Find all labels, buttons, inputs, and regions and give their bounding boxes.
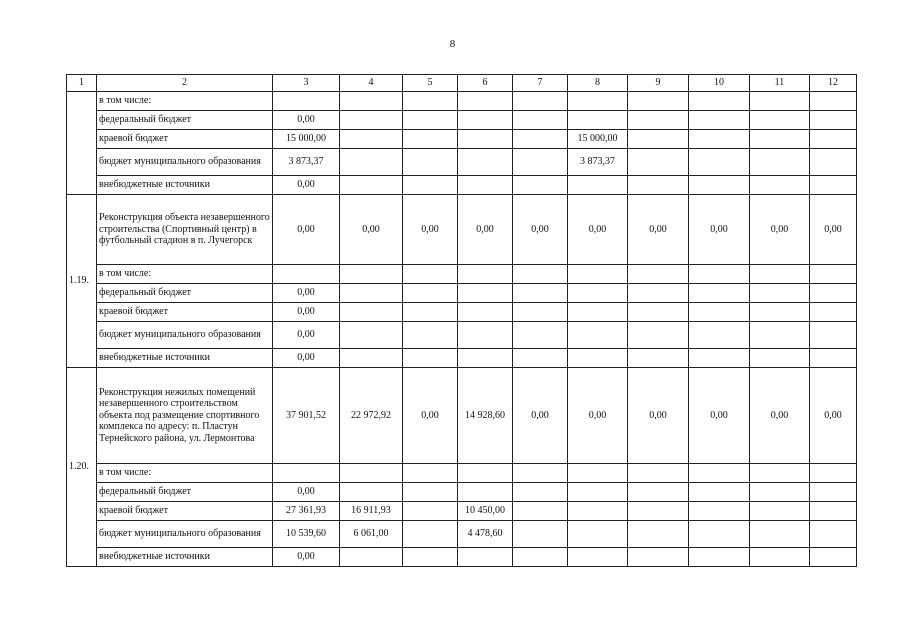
table-cell-value [568,548,628,567]
table-row [67,176,857,195]
table-cell-value [568,303,628,322]
table-cell-value [458,111,513,130]
table-cell-value [340,464,403,483]
column-header: 9 [628,75,689,92]
table-cell-value [403,92,458,111]
table-cell-value [513,349,568,368]
table-cell-value [689,149,750,176]
table-cell-value: 10 450,00 [458,502,513,521]
table-cell-value [458,284,513,303]
table-cell-value [568,92,628,111]
table-cell-value: 0,00 [403,368,458,464]
table-cell-value [750,92,810,111]
table-cell-value [810,349,857,368]
table-cell-value [458,130,513,149]
table-cell-value [458,322,513,349]
funding-source-label: внебюджетные источники [97,548,273,567]
table-cell-value: 0,00 [689,368,750,464]
column-header: 1 [67,75,97,92]
table-cell-value [458,483,513,502]
table-cell-value [403,265,458,284]
table-cell-value [403,322,458,349]
funding-source-label: внебюджетные источники [97,349,273,368]
table-cell-value [340,349,403,368]
table-cell-value [340,322,403,349]
table-cell-value [403,303,458,322]
table-row [67,483,857,502]
table-cell-value [628,303,689,322]
table-cell-value: 0,00 [568,368,628,464]
table-cell-value [403,284,458,303]
table-cell-value [750,349,810,368]
table-cell-value [568,176,628,195]
table-row [67,92,857,111]
table-cell-value: 4 478,60 [458,521,513,548]
table-cell-value [340,284,403,303]
table-cell-value [750,464,810,483]
table-cell-value [513,483,568,502]
column-header: 8 [568,75,628,92]
table-cell-value: 0,00 [273,111,340,130]
table-cell-value: 37 901,52 [273,368,340,464]
budget-table [66,74,857,567]
table-cell-value [458,92,513,111]
table-cell-value [810,130,857,149]
table-cell-value [568,349,628,368]
table-cell-value: 0,00 [628,195,689,265]
table-row [67,464,857,483]
table-cell-value [403,521,458,548]
table-cell-value: 0,00 [513,368,568,464]
table-cell-value [513,265,568,284]
table-cell-value: 0,00 [273,483,340,502]
table-cell-value: 0,00 [568,195,628,265]
table-cell-value [513,149,568,176]
table-cell-value: 15 000,00 [273,130,340,149]
table-cell-value [513,111,568,130]
table-cell-value [513,284,568,303]
table-cell-value [568,502,628,521]
table-cell-value [810,548,857,567]
table-cell-value [750,149,810,176]
table-cell-value [810,521,857,548]
table-cell-value [458,464,513,483]
column-header: 11 [750,75,810,92]
table-cell-value [458,303,513,322]
table-cell-value [273,464,340,483]
table-cell-value [568,111,628,130]
funding-source-label: в том числе: [97,92,273,111]
table-cell-value [750,548,810,567]
table-cell-value [750,483,810,502]
table-cell-value: 3 873,37 [273,149,340,176]
table-cell-value [810,265,857,284]
table-cell-value: 0,00 [810,368,857,464]
funding-source-label: федеральный бюджет [97,483,273,502]
table-cell-value [340,265,403,284]
table-cell-value [810,176,857,195]
table-cell-value [340,149,403,176]
table-cell-value [403,483,458,502]
table-cell-value [458,176,513,195]
table-cell-value [340,483,403,502]
table-cell-value [628,176,689,195]
item-index: 1.19. [67,195,97,368]
table-cell-value [750,322,810,349]
item-description: Реконструкция нежилых помещений незавершенного строительством объекта под размещение спортивного комплекса по адресу: п. Пластун Тернейского района, ул. Лермонтова [97,368,273,464]
item-index [67,92,97,195]
funding-source-label: краевой бюджет [97,303,273,322]
funding-source-label: в том числе: [97,265,273,284]
table-cell-value [750,521,810,548]
table-cell-value [568,322,628,349]
table-cell-value: 16 911,93 [340,502,403,521]
table-row [67,349,857,368]
table-cell-value [568,284,628,303]
table-cell-value [810,284,857,303]
table-cell-value [689,483,750,502]
table-cell-value [628,149,689,176]
table-cell-value: 0,00 [689,195,750,265]
table-cell-value [513,322,568,349]
column-header: 3 [273,75,340,92]
table-cell-value: 0,00 [458,195,513,265]
table-cell-value [273,92,340,111]
table-cell-value: 0,00 [273,303,340,322]
table-cell-value: 22 972,92 [340,368,403,464]
table-cell-value [273,265,340,284]
table-cell-value [458,548,513,567]
table-cell-value [340,130,403,149]
funding-source-label: бюджет муниципального образования [97,149,273,176]
table-cell-value: 0,00 [273,349,340,368]
item-description: Реконструкция объекта незавершенного строительства (Спортивный центр) в футбольный стадион в п. Лучегорск [97,195,273,265]
table-cell-value [628,548,689,567]
column-header: 7 [513,75,568,92]
table-cell-value [689,111,750,130]
table-cell-value [628,111,689,130]
table-cell-value [340,303,403,322]
table-cell-value: 0,00 [273,176,340,195]
table-cell-value [689,92,750,111]
table-cell-value [750,111,810,130]
table-cell-value [750,176,810,195]
table-cell-value [403,548,458,567]
column-header: 6 [458,75,513,92]
table-cell-value [628,502,689,521]
table-cell-value [689,521,750,548]
table-cell-value: 0,00 [273,195,340,265]
funding-source-label: федеральный бюджет [97,111,273,130]
table-row [67,322,857,349]
table-cell-value [403,502,458,521]
column-header: 5 [403,75,458,92]
table-row [67,130,857,149]
table-cell-value [340,111,403,130]
table-cell-value [628,349,689,368]
funding-source-label: федеральный бюджет [97,284,273,303]
table-cell-value [403,464,458,483]
table-row [67,265,857,284]
table-cell-value [750,303,810,322]
table-cell-value [628,284,689,303]
funding-source-label: внебюджетные источники [97,176,273,195]
column-header: 2 [97,75,273,92]
table-cell-value [628,483,689,502]
table-cell-value [628,265,689,284]
table-cell-value [810,464,857,483]
table-cell-value [513,464,568,483]
page-number: 8 [449,38,456,50]
table-cell-value [689,322,750,349]
table-cell-value: 27 361,93 [273,502,340,521]
table-cell-value [750,284,810,303]
table-cell-value [810,149,857,176]
table-cell-value [513,303,568,322]
table-cell-value [513,502,568,521]
table-cell-value: 0,00 [750,195,810,265]
table-cell-value [458,349,513,368]
table-cell-value: 3 873,37 [568,149,628,176]
table-cell-value: 0,00 [273,548,340,567]
table-cell-value [513,521,568,548]
table-cell-value: 0,00 [340,195,403,265]
table-cell-value [750,130,810,149]
table-cell-value [340,548,403,567]
table-cell-value: 0,00 [273,284,340,303]
table-cell-value [689,265,750,284]
table-cell-value: 0,00 [628,368,689,464]
table-cell-value [689,502,750,521]
table-cell-value: 0,00 [810,195,857,265]
table-cell-value [810,92,857,111]
table-cell-value [810,111,857,130]
table-cell-value [628,464,689,483]
table-cell-value [403,149,458,176]
table-cell-value [810,483,857,502]
table-cell-value [568,521,628,548]
table-cell-value: 6 061,00 [340,521,403,548]
table-cell-value: 14 928,60 [458,368,513,464]
funding-source-label: бюджет муниципального образования [97,521,273,548]
table-row [67,521,857,548]
table-cell-value [568,483,628,502]
table-row [67,303,857,322]
table-cell-value [340,92,403,111]
table-cell-value [513,176,568,195]
table-cell-value [810,322,857,349]
table-cell-value [403,130,458,149]
table-cell-value [689,284,750,303]
table-row [67,284,857,303]
table-cell-value: 15 000,00 [568,130,628,149]
table-row [67,149,857,176]
table-cell-value [458,149,513,176]
funding-source-label: краевой бюджет [97,130,273,149]
table-cell-value [628,521,689,548]
table-row-item [67,368,857,464]
column-header: 12 [810,75,857,92]
table-cell-value [513,130,568,149]
funding-source-label: краевой бюджет [97,502,273,521]
table-header-row [67,75,857,92]
table-cell-value [689,303,750,322]
table-cell-value [568,265,628,284]
table-cell-value: 0,00 [403,195,458,265]
table-cell-value [689,349,750,368]
table-cell-value: 0,00 [273,322,340,349]
table-cell-value [628,92,689,111]
funding-source-label: в том числе: [97,464,273,483]
table-cell-value [628,322,689,349]
column-header: 10 [689,75,750,92]
table-cell-value [340,176,403,195]
table-cell-value [689,130,750,149]
table-row [67,502,857,521]
table-row [67,548,857,567]
table-cell-value [513,548,568,567]
table-cell-value: 0,00 [750,368,810,464]
table-cell-value [458,265,513,284]
table-cell-value [689,176,750,195]
item-index: 1.20. [67,368,97,567]
table-cell-value: 10 539,60 [273,521,340,548]
table-cell-value [750,502,810,521]
table-cell-value [810,303,857,322]
table-cell-value: 0,00 [513,195,568,265]
table-row [67,111,857,130]
table-row-item [67,195,857,265]
table-cell-value [403,111,458,130]
table-cell-value [689,464,750,483]
table-cell-value [750,265,810,284]
table-cell-value [628,130,689,149]
funding-source-label: бюджет муниципального образования [97,322,273,349]
table-cell-value [810,502,857,521]
table-cell-value [403,176,458,195]
table-cell-value [513,92,568,111]
table-cell-value [403,349,458,368]
table-cell-value [689,548,750,567]
column-header: 4 [340,75,403,92]
table-cell-value [568,464,628,483]
